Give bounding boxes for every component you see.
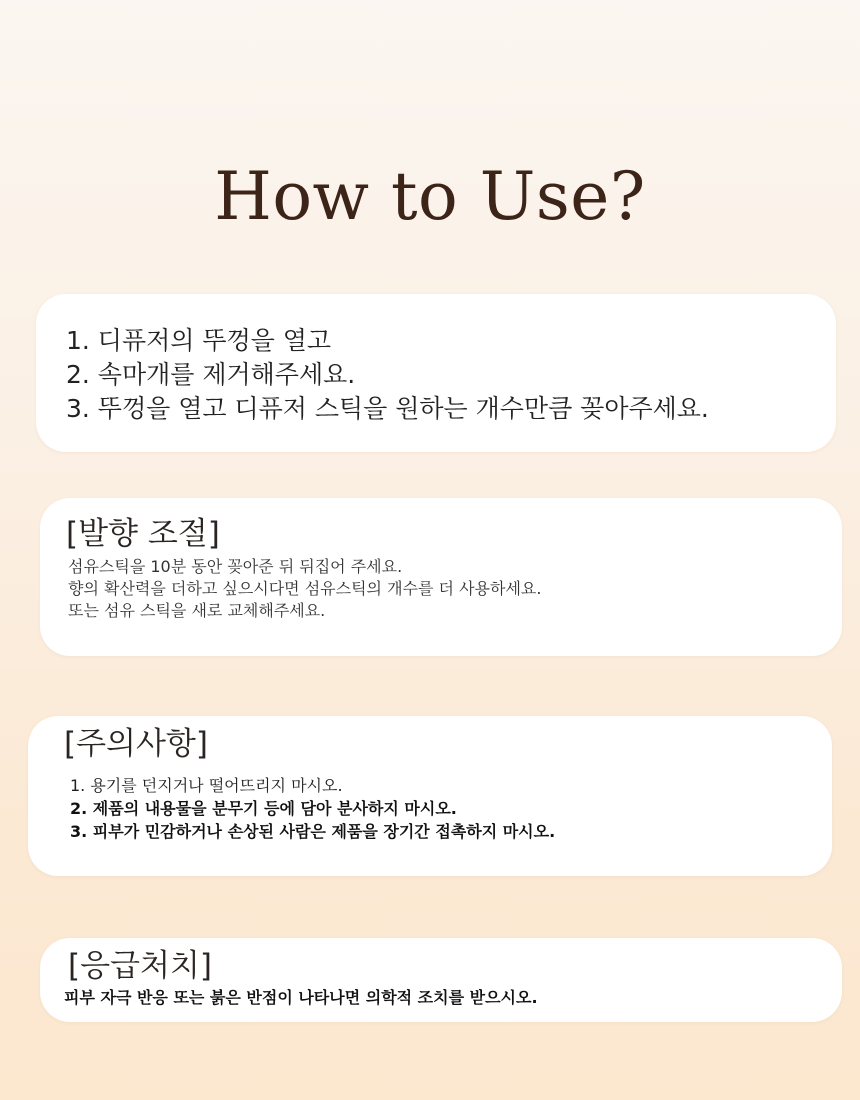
precaution-item: 2. 제품의 내용물을 분무기 등에 담아 분사하지 마시오. xyxy=(70,799,457,818)
usage-steps-card xyxy=(36,294,836,452)
precaution-item: 3. 피부가 민감하거나 손상된 사람은 제품을 장기간 접촉하지 마시오. xyxy=(70,822,556,841)
first-aid-heading: [응급처치] xyxy=(68,948,212,984)
precautions-heading: [주의사항] xyxy=(64,726,208,762)
precautions-list xyxy=(70,774,555,843)
usage-steps-list xyxy=(66,324,709,426)
usage-step: 3. 뚜껑을 열고 디퓨저 스틱을 원하는 개수만큼 꽂아주세요. xyxy=(66,394,709,423)
precaution-item: 1. 용기를 던지거나 떨어뜨리지 마시오. xyxy=(70,776,343,795)
scent-control-heading: [발향 조절] xyxy=(66,516,220,552)
page-title: How to Use? xyxy=(214,158,646,235)
usage-step: 1. 디퓨저의 뚜껑을 열고 xyxy=(66,326,332,355)
precautions-card xyxy=(28,716,832,876)
first-aid-text: 피부 자극 반응 또는 붉은 반점이 나타나면 의학적 조치를 받으시오. xyxy=(64,988,538,1007)
scent-control-line: 섬유스틱을 10분 동안 꽂아준 뒤 뒤집어 주세요. xyxy=(68,557,403,576)
scent-control-line: 또는 섬유 스틱을 새로 교체해주세요. xyxy=(68,601,326,620)
first-aid-card xyxy=(40,938,842,1022)
scent-control-card xyxy=(40,498,842,656)
scent-control-line: 향의 확산력을 더하고 싶으시다면 섬유스틱의 개수를 더 사용하세요. xyxy=(68,579,542,598)
scent-control-list xyxy=(68,556,541,622)
usage-step: 2. 속마개를 제거해주세요. xyxy=(66,360,356,389)
